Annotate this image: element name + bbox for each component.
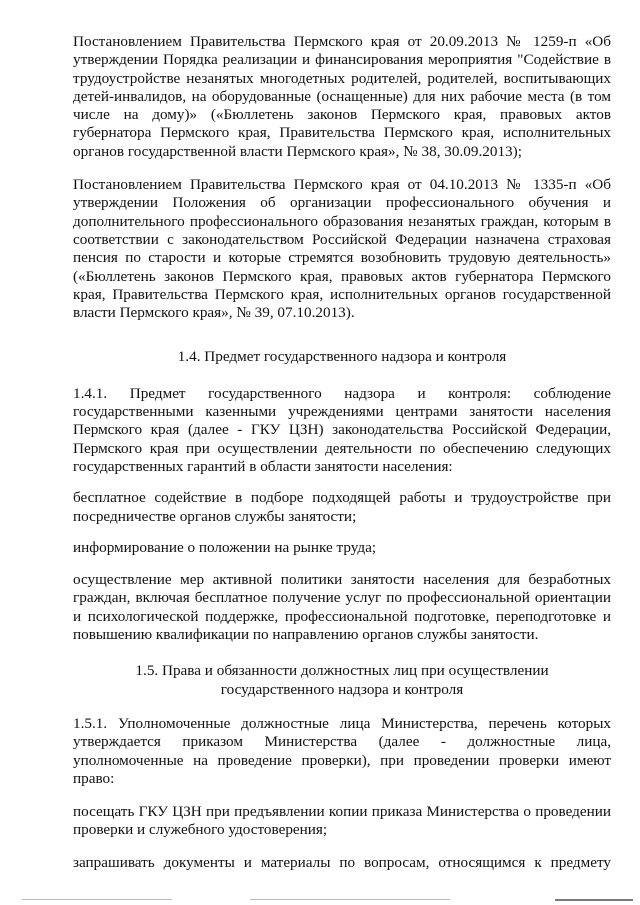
scan-edge-line-left bbox=[22, 899, 172, 900]
list-item-labor-market-info: информирование о положении на рынке труда; bbox=[73, 538, 377, 556]
list-item-visit-centers: посещать ГКУ ЦЗН при предъявлении копии приказа Министерства о проведении проверки и служебного удостоверения; bbox=[73, 803, 611, 839]
document-body bbox=[73, 33, 611, 872]
paragraph-1-4-1: 1.4.1. Предмет государственного надзора и контроля: соблюдение государственными казенными учреждениями центрами занятости населения Пермского края (далее - ГКУ ЦЗН) законодательства Российской Федерации, Пермского края при осуществлении деятельности по обеспечению следующих государственных гарантий в области занятости населения: bbox=[73, 384, 611, 475]
list-item-active-policy: осуществление мер активной политики занятости населения для безработных граждан, включая бесплатное получение услуг по профессиональной ориентации и психологической поддержке, профессиональной подготовке, переподготовке и повышению квалификации по направлению органов службы занятости. bbox=[73, 571, 611, 644]
list-item-request-documents: запрашивать документы и материалы по вопросам, относящимся к предмету bbox=[73, 853, 611, 871]
paragraph-resolution-1259: Постановлением Правительства Пермского края от 20.09.2013 № 1259-п «Об утверждении Порядка реализации и финансирования мероприятия "Содействие в трудоустройстве незанятых многодетных родителей, родителей, воспитывающих детей-инвалидов, на оборудованные (оснащенные) для них рабочие места (в том числе на дому)» («Бюллетень законов Пермского края, правовых актов губернатора Пермского края, Правительства Пермского края, исполнительных органов государственной власти Пермского края», № 38, 30.09.2013); bbox=[73, 33, 611, 160]
section-heading-1-4: 1.4. Предмет государственного надзора и контроля bbox=[177, 348, 507, 366]
scan-edge-line-center bbox=[250, 899, 450, 900]
paragraph-resolution-1335: Постановлением Правительства Пермского края от 04.10.2013 № 1335-п «Об утверждении Положения об организации профессионального обучения и дополнительного профессионального образования незанятых граждан, которым в соответствии с законодательством Российской Федерации назначена страховая пенсия по старости и которые стремятся возобновить трудовую деятельность» («Бюллетень законов Пермского края, правовых актов губернатора Пермского края, Правительства Пермского края, исполнительных органов государственной власти Пермского края», № 39, 07.10.2013). bbox=[73, 176, 611, 322]
section-heading-1-5-line2: государственного надзора и контроля bbox=[220, 680, 464, 698]
scan-edge-line-right bbox=[555, 899, 633, 901]
list-item-job-search: бесплатное содействие в подборе подходящей работы и трудоустройстве при посредничестве органов службы занятости; bbox=[73, 489, 611, 525]
paragraph-1-5-1: 1.5.1. Уполномоченные должностные лица Министерства, перечень которых утверждается приказом Министерства (далее - должностные лица, уполномоченные на проведение проверки), при проведении проверки имеют право: bbox=[73, 714, 611, 787]
section-heading-1-5-line1: 1.5. Права и обязанности должностных лиц при осуществлении bbox=[135, 662, 549, 680]
